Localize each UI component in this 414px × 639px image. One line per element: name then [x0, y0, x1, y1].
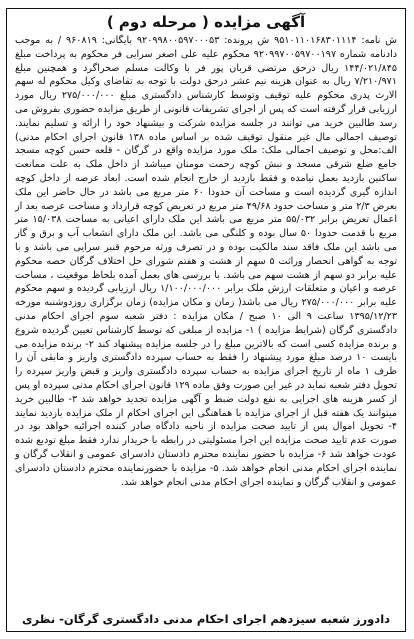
- notice-title: آگهی مزایده ( مرحله دوم ): [106, 13, 306, 31]
- auction-notice: [6, 8, 406, 632]
- notice-signature: دادورز شعبه سیزدهم اجرای احکام مدنی دادگستری گرگان- نظری: [21, 612, 391, 626]
- notice-body: ش نامه: ۹۵۱۰۱۱۰۱۶۸۳۰۱۱۱۴ ش پرونده: ۹۲۰۹۹۸۰۰۵۹۷۰۰۰۵۳ بایگانی: ۹۶۰۸۱۹ / به موجب دادنامه شماره ۹۲۰۹۹۷۰۰۵۹۷۰۰۱۹۷ محکوم علیه علی اصغر سرایی فر محکوم به پرداخت مبلغ ۱۴۴/۰۲۱/۸۴۵ ریال درحق مرتضی قربان پور فر با وکالت مسلم صحراگرد و همچنین مبلغ ۷/۲۱۰/۹۷۱ ریال به عنوان هزینه نیم عشر درحق دولت با توجه به تقاضای وکیل محکوم له سهم الارث پدری محکوم علیه توقیف وتوسط کارشناس دادگستری مبلغ ۲۷۵/۰۰۰/۰۰۰ ریال مورد ارزیابی قرار گرفته است که پس از اجرای تشریفات قانونی از طریق مزایده حضوری بفروش می رسد طالبین خرید می توانند در جلسه مزایده شرکت و بیشنهاد خود را ارائه و تسلیم نمایند. توصیف اجمالی مال غیر منقول توقیف شده بر اساس ماده ۱۳۸ قانون اجرای احکام مدنی) الف:محل و توصیف اجمالی ملک: ملک مورد مزایده واقع در گرگان - قلعه حسن کوچه مسجد جامع ضلع شرقی مسجد و نبش کوچه رحمت مومنان میباشد از داخل ملک به علت ممانعت ساکنین بازدید بعمل نیامده و فقط بازدید از خارج انجام شده است. ابعاد عرصه از داخل کوچه اندازه گیری گردیده است و مساحت آن حدودا ۶۰ متر مربع می باشد در حال حاضر این ملک بعرض ۲/۳ متر و مساحت حدود ۴۹/۶۸ متر مربع در تعریض کوچه قرارداد و مساحت عرصه بعد از اعمال تعریض برابر ۵۵/۰۳۲ متر مربع می باشد این ملک دارای اعیانی به مساحت ۱۵/۰۳۸ متر مربع با قدمت حدودا ۵۰ سال بوده و کلنگی می باشد. این ملک دارای انشعاب آب و برق و گاز می باشد این ملک فاقد سند مالکیت بوده و در تصرف ورثه مرحوم قنبر سرایی می باشد و با توجه به گواهی انحصار وراثت ۵ سهم از هشت و هفتم شورای حل اختلاف گرگان حصه محکوم علیه برابر دو سهم از هشت سهم می باشد. با بررسی های بعمل آمده بلحاظ موقعیت ، مساحت عرصه و اعیان و متعلقات ارزش ملک برابر ۱/۱۰۰/۰۰۰/۰۰۰ ریال ارزیابی گردیده و سهم محکوم علیه برابر ۲۷۵/۰۰۰/۰۰۰ ریال می باشد( زمان و مکان مزایده) زمان برگزاری روزدوشنبه مورخه ۱۳۹۵/۱۲/۲۳ ساعت ۹ الی ۱۰ صبح / مکان مزایده : دفتر شعبه سوم اجرای احکام مدنی دادگستری گرگان (شرایط مزایده ) ۱- مزایده از مبلغی که توسط کارشناس تعیین گردیده شروع و برنده مزایده کسی است که بالاترین مبلغ را در جلسه مزایده پیشنهاد کند ۲- برنده مزایده می بایست ۱۰ درصد مبلغ مورد پیشنهاد را فقط به حساب سپرده دادگستری واریز و مابقی آن را ظرف ۱ ماه از تاریخ اجرای مزایده به حساب سپرده دادگستری واریز و قبض واریز سپرده را تحویل دفتر شعبه نماید در غیر این صورت وفق ماده ۱۲۹ قانون اجرای احکام مدنی سپرده او پس از کسر هزینه های اجرایی به نفع دولت ضبط و آگهی مزایده تجدید خواهد شد ۳- طالبین خرید میتوانند یک هفته قبل از اجرای مزایده با هماهنگی این اجرای احکام از ملک مزایده بازدید نمایند ۴- تحویل اموال پس از تایید صحت مزایده از ناحیه دادگاه صادر کننده اجرائیه خواهد بود در صورت عدم تایید صحت مزایده این اجرا مسئولیتی در رابطه با خریدار ندارد فقط مبلغ تودیع شده عودت خواهد شد ۶- مزایده با حضور نماینده محترم دادستان دادسرای عمومی و انقلاب گرگان و نماینده اجرای احکام مدنی انجام خواهد شد. ۵- مزایده با حضورنماینده محترم دادستان دادسرای عمومی و انقلاب گرگان و نماینده اجرای احکام مدنی انجام خواهد شد.: [15, 35, 398, 488]
